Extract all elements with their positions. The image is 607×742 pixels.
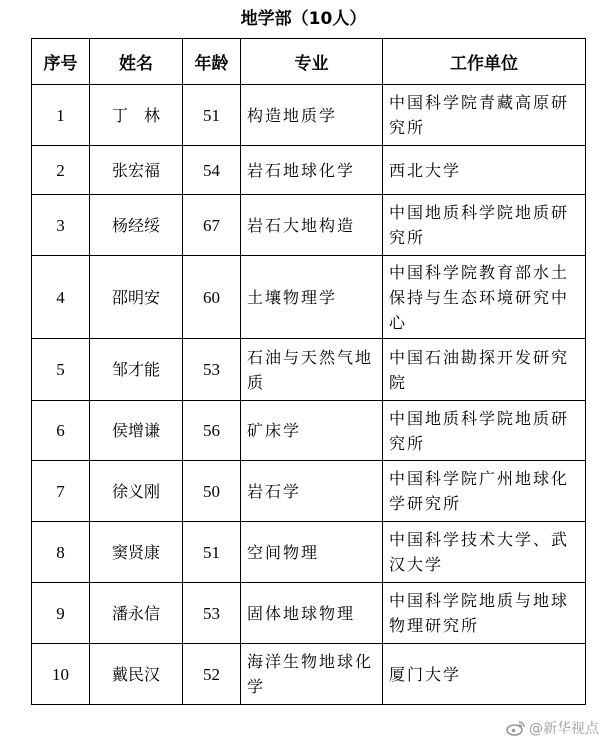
row-unit: 中国地质科学院地质研究所 — [383, 195, 586, 256]
row-index: 3 — [32, 195, 90, 256]
table-row — [32, 85, 586, 146]
row-major: 构造地质学 — [241, 85, 383, 146]
row-unit: 西北大学 — [383, 146, 586, 195]
row-unit: 中国科学院教育部水土保持与生态环境研究中心 — [383, 256, 586, 339]
row-age: 50 — [183, 461, 241, 522]
row-name: 张宏福 — [90, 146, 183, 195]
row-name: 杨经绥 — [90, 195, 183, 256]
row-major: 固体地球物理 — [241, 583, 383, 644]
table-row — [32, 401, 586, 461]
table-row — [32, 461, 586, 522]
header-unit: 工作单位 — [383, 39, 586, 85]
row-index: 7 — [32, 461, 90, 522]
table-row — [32, 146, 586, 195]
table-row — [32, 195, 586, 256]
row-name: 邵明安 — [90, 256, 183, 339]
row-major: 空间物理 — [241, 522, 383, 583]
table-row — [32, 256, 586, 339]
row-unit: 中国科学院青藏高原研究所 — [383, 85, 586, 146]
row-major: 岩石学 — [241, 461, 383, 522]
header-name: 姓名 — [90, 39, 183, 85]
row-index: 8 — [32, 522, 90, 583]
row-name: 窦贤康 — [90, 522, 183, 583]
page-title: 地学部（10人） — [240, 9, 367, 29]
row-unit: 厦门大学 — [383, 644, 586, 705]
row-major: 矿床学 — [241, 401, 383, 461]
row-name: 徐义刚 — [90, 461, 183, 522]
table-header-row — [32, 39, 586, 85]
row-index: 2 — [32, 146, 90, 195]
row-index: 1 — [32, 85, 90, 146]
row-age: 60 — [183, 256, 241, 339]
row-index: 5 — [32, 339, 90, 401]
row-major: 岩石大地构造 — [241, 195, 383, 256]
row-unit: 中国石油勘探开发研究院 — [383, 339, 586, 401]
row-index: 9 — [32, 583, 90, 644]
header-age: 年龄 — [183, 39, 241, 85]
row-index: 6 — [32, 401, 90, 461]
row-unit: 中国科学技术大学、武汉大学 — [383, 522, 586, 583]
row-major: 石油与天然气地质 — [241, 339, 383, 401]
row-age: 51 — [183, 85, 241, 146]
row-unit: 中国地质科学院地质研究所 — [383, 401, 586, 461]
weibo-icon — [506, 720, 526, 736]
table-row — [32, 583, 586, 644]
row-name: 潘永信 — [90, 583, 183, 644]
row-name: 侯增谦 — [90, 401, 183, 461]
academician-table — [31, 38, 586, 705]
table-row — [32, 339, 586, 401]
table-row — [32, 522, 586, 583]
row-unit: 中国科学院地质与地球物理研究所 — [383, 583, 586, 644]
row-major: 海洋生物地球化学 — [241, 644, 383, 705]
row-unit: 中国科学院广州地球化学研究所 — [383, 461, 586, 522]
row-major: 土壤物理学 — [241, 256, 383, 339]
row-age: 52 — [183, 644, 241, 705]
row-age: 67 — [183, 195, 241, 256]
row-index: 10 — [32, 644, 90, 705]
table-row — [32, 644, 586, 705]
watermark-text: @新华视点 — [529, 721, 599, 737]
row-name: 丁 林 — [90, 85, 183, 146]
row-index: 4 — [32, 256, 90, 339]
row-name: 戴民汉 — [90, 644, 183, 705]
row-major: 岩石地球化学 — [241, 146, 383, 195]
row-age: 53 — [183, 339, 241, 401]
row-name: 邹才能 — [90, 339, 183, 401]
row-age: 54 — [183, 146, 241, 195]
row-age: 53 — [183, 583, 241, 644]
row-age: 56 — [183, 401, 241, 461]
watermark — [506, 718, 599, 738]
header-major: 专业 — [241, 39, 383, 85]
row-age: 51 — [183, 522, 241, 583]
header-index: 序号 — [32, 39, 90, 85]
